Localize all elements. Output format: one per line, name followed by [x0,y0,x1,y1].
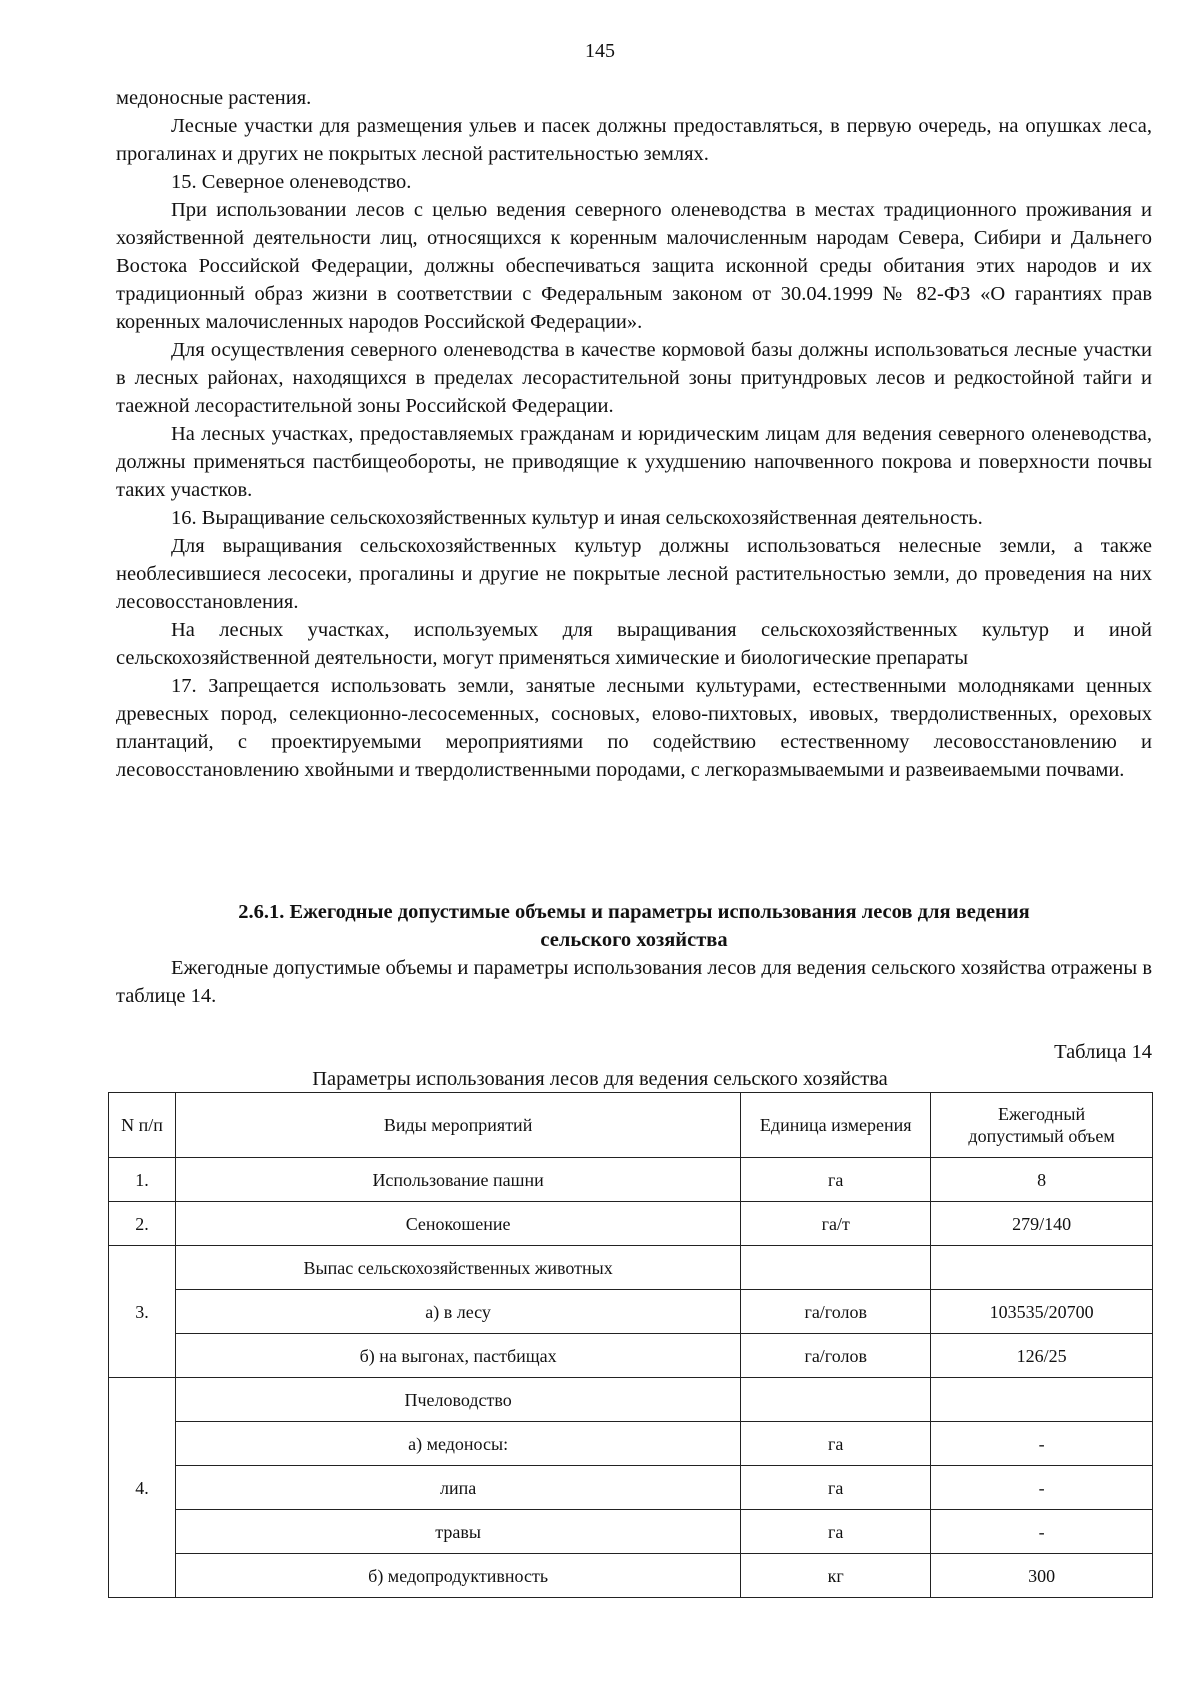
cell-volume: - [931,1466,1153,1510]
cell-activity: а) медоносы: [175,1422,740,1466]
body-text [116,84,1152,784]
cell-activity: Использование пашни [175,1158,740,1202]
cell-volume [931,1246,1153,1290]
cell-unit: га [741,1466,931,1510]
cell-activity: липа [175,1466,740,1510]
table-row [109,1334,1153,1378]
table-row [109,1378,1153,1422]
paragraph: 15. Северное оленеводство. [171,171,412,193]
paragraph: Лесные участки для размещения ульев и пасек должны предоставляться, в первую очередь, на опушках леса, прогалинах и других не покрытых лесной растительностью землях. [116,115,1152,165]
table-row [109,1554,1153,1598]
cell-activity: травы [175,1510,740,1554]
cell-volume: 103535/20700 [931,1290,1153,1334]
cell-unit: кг [741,1554,931,1598]
cell-volume: - [931,1510,1153,1554]
header-volume-line: Ежегодный [998,1104,1086,1124]
cell-number: 4. [109,1378,176,1598]
cell-unit: га/голов [741,1290,931,1334]
section-intro [116,954,1152,1010]
cell-activity: Сенокошение [175,1202,740,1246]
paragraph: При использовании лесов с целью ведения северного оленеводства в местах традиционного проживания и хозяйственной деятельности лиц, относящихся к коренным малочисленным народам Севера, Сибири и Дальнего Востока Российской Федерации, должны обеспечиваться защита исконной среды обитания этих народов и их традиционный образ жизни в соответствии с Федеральным законом от 30.04.1999 № 82-ФЗ «О гарантиях прав коренных малочисленных народов Российской Федерации». [116,199,1152,333]
paragraph: 16. Выращивание сельскохозяйственных культур и иная сельскохозяйственная деятельность. [171,507,983,529]
cell-number: 2. [109,1202,176,1246]
cell-volume: - [931,1422,1153,1466]
cell-unit: га [741,1422,931,1466]
table-caption: Параметры использования лесов для ведения сельского хозяйства [312,1068,888,1090]
header-number: N п/п [109,1093,176,1158]
table-header-row [109,1093,1153,1158]
header-unit: Единица измерения [741,1093,931,1158]
cell-unit [741,1378,931,1422]
paragraph: медоносные растения. [116,87,312,109]
paragraph: На лесных участках, предоставляемых гражданам и юридическим лицам для ведения северного оленеводства, должны применяться пастбищеобороты, не приводящие к ухудшению напочвенного покрова и поверхности почвы таких участков. [116,423,1152,501]
cell-activity: Выпас сельскохозяйственных животных [175,1246,740,1290]
paragraph: Для выращивания сельскохозяйственных культур должны использоваться нелесные земли, а также необлесившиеся лесосеки, прогалины и другие не покрытые лесной растительностью земли, до проведения на них лесовосстановления. [116,535,1152,613]
paragraph: На лесных участках, используемых для выращивания сельскохозяйственных культур и иной сельскохозяйственной деятельности, могут применяться химические и биологические препараты [116,619,1152,669]
table-label: Таблица 14 [1054,1041,1152,1063]
cell-number: 3. [109,1246,176,1378]
section-heading [116,898,1152,954]
paragraph: 17. Запрещается использовать земли, занятые лесными культурами, естественными молодняками ценных древесных пород, селекционно-лесосеменных, сосновых, елово-пихтовых, ивовых, твердолиственных, ореховых плантаций, с проектируемыми мероприятиями по содействию естественному лесовосстановлению и лесовосстановлению хвойными и твердолиственными породами, с легкоразмываемыми и развеиваемыми почвами. [116,675,1152,781]
section-heading-line: 2.6.1. Ежегодные допустимые объемы и параметры использования лесов для ведения [238,901,1030,923]
cell-unit: га [741,1158,931,1202]
cell-unit: га [741,1510,931,1554]
paragraph: Ежегодные допустимые объемы и параметры использования лесов для ведения сельского хозяйства отражены в таблице 14. [116,957,1152,1007]
table-row [109,1246,1153,1290]
table-row [109,1290,1153,1334]
header-volume-line: допустимый объем [968,1126,1115,1146]
cell-activity: б) на выгонах, пастбищах [175,1334,740,1378]
cell-unit: га/т [741,1202,931,1246]
header-volume [931,1093,1153,1158]
cell-volume [931,1378,1153,1422]
cell-volume: 279/140 [931,1202,1153,1246]
table-row [109,1422,1153,1466]
cell-activity: Пчеловодство [175,1378,740,1422]
table-row [109,1158,1153,1202]
paragraph: Для осуществления северного оленеводства в качестве кормовой базы должны использоваться лесные участки в лесных районах, находящихся в пределах лесорастительной зоны притундровых лесов и редкостойной тайги и таежной лесорастительной зоны Российской Федерации. [116,339,1152,417]
table-row [109,1466,1153,1510]
section-heading-line: сельского хозяйства [540,929,728,951]
cell-activity: а) в лесу [175,1290,740,1334]
cell-volume: 126/25 [931,1334,1153,1378]
table-row [109,1202,1153,1246]
header-activity: Виды мероприятий [175,1093,740,1158]
cell-number: 1. [109,1158,176,1202]
cell-volume: 8 [931,1158,1153,1202]
table-row [109,1510,1153,1554]
cell-activity: б) медопродуктивность [175,1554,740,1598]
cell-volume: 300 [931,1554,1153,1598]
page-number: 145 [585,40,615,62]
cell-unit [741,1246,931,1290]
cell-unit: га/голов [741,1334,931,1378]
parameters-table [108,1092,1153,1598]
